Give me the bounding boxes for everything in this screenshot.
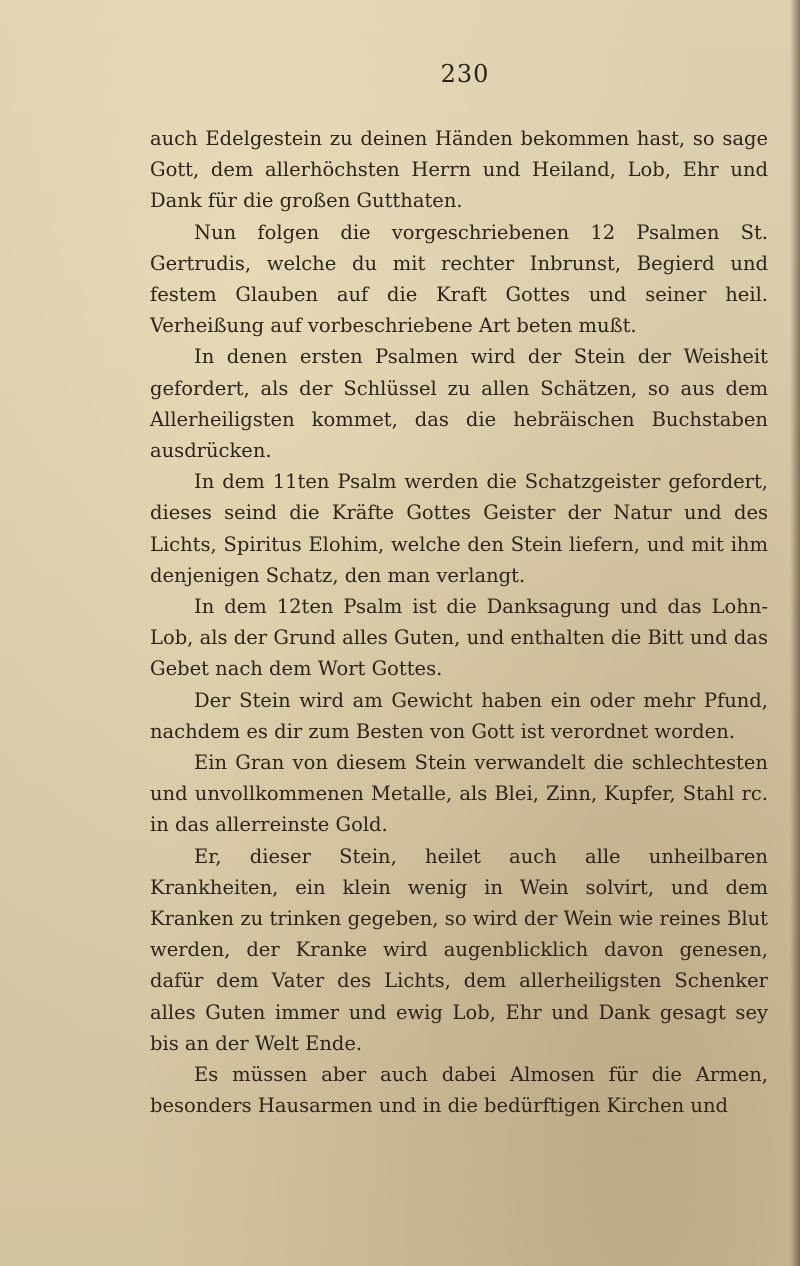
paragraph-alms: Es müssen aber auch dabei Almosen für die Armen, besonders Hausarmen und in die bedürftigen Kirchen und [150,1063,768,1118]
body-text [150,123,768,1122]
paragraph-continuation: auch Edelgestein zu deinen Händen bekommen hast, so sage Gott, dem allerhöchsten Herrn und Heiland, Lob, Ehr und Dank für die großen Gutthaten. [150,127,768,213]
paragraph-12th-psalm: In dem 12ten Psalm ist die Danksagung und das Lohn-Lob, als der Grund alles Guten, und enthalten die Bitt und das Gebet nach dem Wort Gottes. [150,595,768,681]
paragraph-11th-psalm: In dem 11ten Psalm werden die Schatzgeister gefordert, dieses seind die Kräfte Gottes Geister der Natur und des Lichts, Spiritus Elohim, welche den Stein liefern, und mit ihm denjenigen Schatz, den man verlangt. [150,470,768,587]
paragraph-healing: Er, dieser Stein, heilet auch alle unheilbaren Krankheiten, ein klein wenig in Wein solvirt, und dem Kranken zu trinken gegeben, so wird der Wein wie reines Blut werden, der Kranke wird augenblicklich davon genesen, dafür dem Vater des Lichts, dem allerheiligsten Schenker alles Guten immer und ewig Lob, Ehr und Dank gesagt sey bis an der Welt Ende. [150,844,768,1055]
paragraph-gran: Ein Gran von diesem Stein verwandelt die schlechtesten und unvollkommenen Metalle, als Blei, Zinn, Kupfer, Stahl rc. in das allerreinste Gold. [150,751,768,837]
page-number: 230 [440,60,490,88]
paragraph-first-psalms: In denen ersten Psalmen wird der Stein der Weisheit gefordert, als der Schlüssel zu allen Schätzen, so aus dem Allerheiligsten kommet, das die hebräischen Buchstaben ausdrücken. [150,345,768,463]
paragraph-stone-weight: Der Stein wird am Gewicht haben ein oder mehr Pfund, nachdem es dir zum Besten von Gott ist verordnet worden. [150,688,768,743]
paragraph-psalms-intro: Nun folgen die vorgeschriebenen 12 Psalmen St. Gertrudis, welche du mit rechter Inbrunst, Begierd und festem Glauben auf die Kraft Gottes und seiner heil. Verheißung auf vorbeschriebene Art beten mußt. [150,220,768,338]
page-edge-shadow [790,0,800,1266]
